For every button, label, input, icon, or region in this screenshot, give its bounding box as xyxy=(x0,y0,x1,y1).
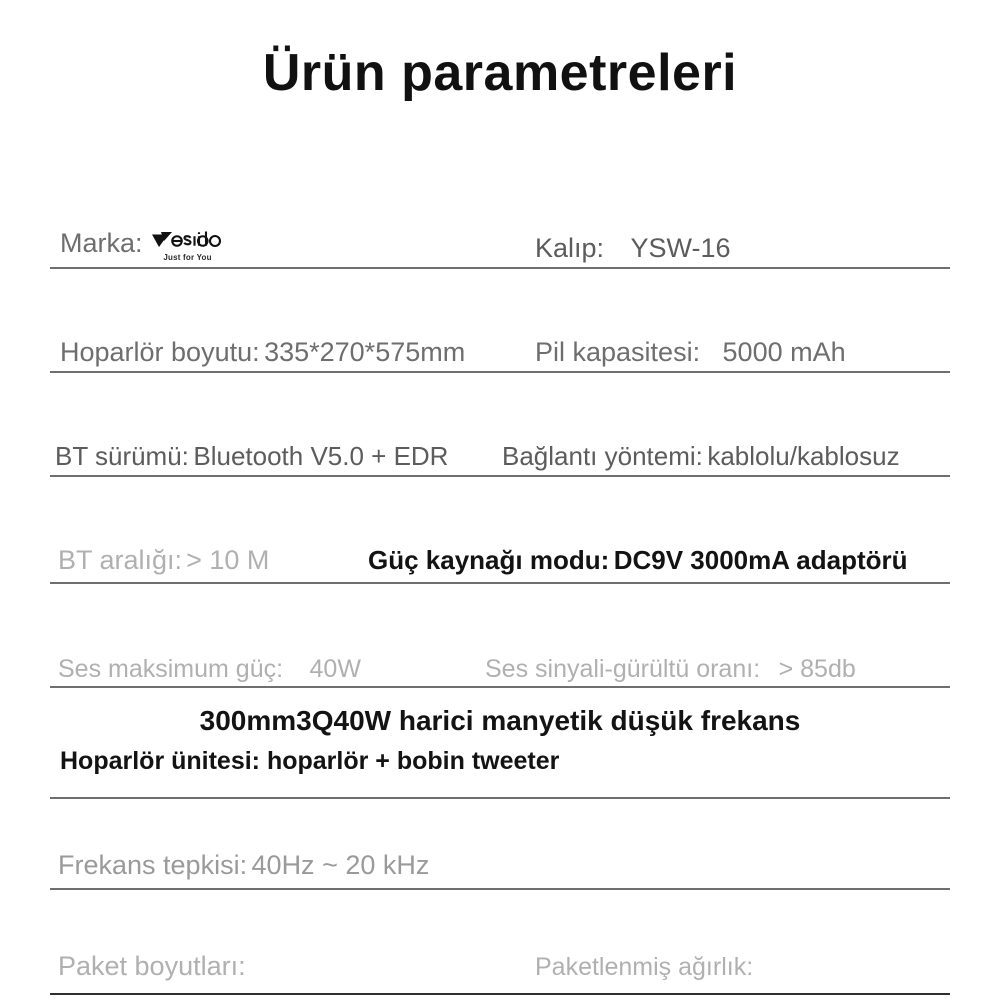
field-speaker-size-label: Hoparlör boyutu: xyxy=(60,337,260,367)
field-bt-range xyxy=(58,545,269,576)
field-bt-version-label: BT sürümü: xyxy=(55,441,189,471)
field-speaker-size-value: 335*270*575mm xyxy=(264,337,466,367)
table-row xyxy=(50,214,950,264)
field-model-value: YSW-16 xyxy=(630,233,731,263)
table-row xyxy=(50,938,950,982)
field-connection-method-label: Bağlantı yöntemi: xyxy=(502,441,703,471)
field-brand-label: Marka: xyxy=(60,228,143,259)
field-model-label: Kalıp: xyxy=(535,233,605,263)
field-package-size-label: Paket boyutları: xyxy=(58,951,246,981)
field-bt-version xyxy=(55,441,448,472)
table-row xyxy=(50,530,950,576)
row-divider xyxy=(50,475,950,477)
field-snr-value: > 85db xyxy=(778,655,856,683)
field-snr-label: Ses sinyali-gürültü oranı: xyxy=(485,655,761,683)
field-frequency-response-value: 40Hz ~ 20 kHz xyxy=(251,850,430,880)
field-max-power-label: Ses maksimum güç: xyxy=(58,655,284,683)
table-row xyxy=(50,835,950,881)
field-snr xyxy=(485,655,856,684)
yesido-logo-tagline: Just for You xyxy=(163,253,212,262)
field-bt-range-label: BT aralığı: xyxy=(58,545,183,575)
field-speaker-unit-spec: 300mm3Q40W harici manyetik düşük frekans xyxy=(199,705,801,736)
field-package-size xyxy=(58,951,246,982)
row-divider xyxy=(50,267,950,269)
field-brand xyxy=(60,228,225,264)
page-title: Ürün parametreleri xyxy=(262,44,738,102)
row-divider xyxy=(50,797,950,799)
field-speaker-size xyxy=(60,337,465,368)
table-row xyxy=(50,705,950,785)
row-divider xyxy=(50,371,950,373)
field-frequency-response xyxy=(58,850,429,881)
field-max-power-value: 40W xyxy=(309,655,361,683)
table-row xyxy=(50,424,950,472)
field-power-supply xyxy=(368,545,908,576)
table-row xyxy=(50,640,950,684)
field-connection-method xyxy=(502,441,900,472)
field-battery-capacity-value: 5000 mAh xyxy=(722,337,846,367)
field-connection-method-value: kablolu/kablosuz xyxy=(707,441,900,471)
table-row xyxy=(50,320,950,368)
field-model xyxy=(535,233,731,264)
field-power-supply-label: Güç kaynağı modu: xyxy=(368,545,610,575)
field-battery-capacity xyxy=(535,337,846,368)
yesido-logo-mark xyxy=(151,230,225,252)
field-package-weight-label: Paketlenmiş ağırlık: xyxy=(535,953,754,981)
field-bt-version-value: Bluetooth V5.0 + EDR xyxy=(193,441,449,471)
row-divider xyxy=(50,888,950,890)
row-divider xyxy=(50,993,950,995)
yesido-logo xyxy=(151,230,225,262)
field-frequency-response-label: Frekans tepkisi: xyxy=(58,850,248,880)
field-bt-range-value: > 10 M xyxy=(186,545,270,575)
row-divider xyxy=(50,686,950,688)
field-speaker-unit: Hoparlör ünitesi: hoparlör + bobin tweeter xyxy=(60,747,560,775)
field-package-weight xyxy=(535,953,753,982)
field-max-power xyxy=(58,655,361,684)
field-power-supply-value: DC9V 3000mA adaptörü xyxy=(613,545,908,575)
field-battery-capacity-label: Pil kapasitesi: xyxy=(535,337,701,367)
row-divider xyxy=(50,582,950,584)
